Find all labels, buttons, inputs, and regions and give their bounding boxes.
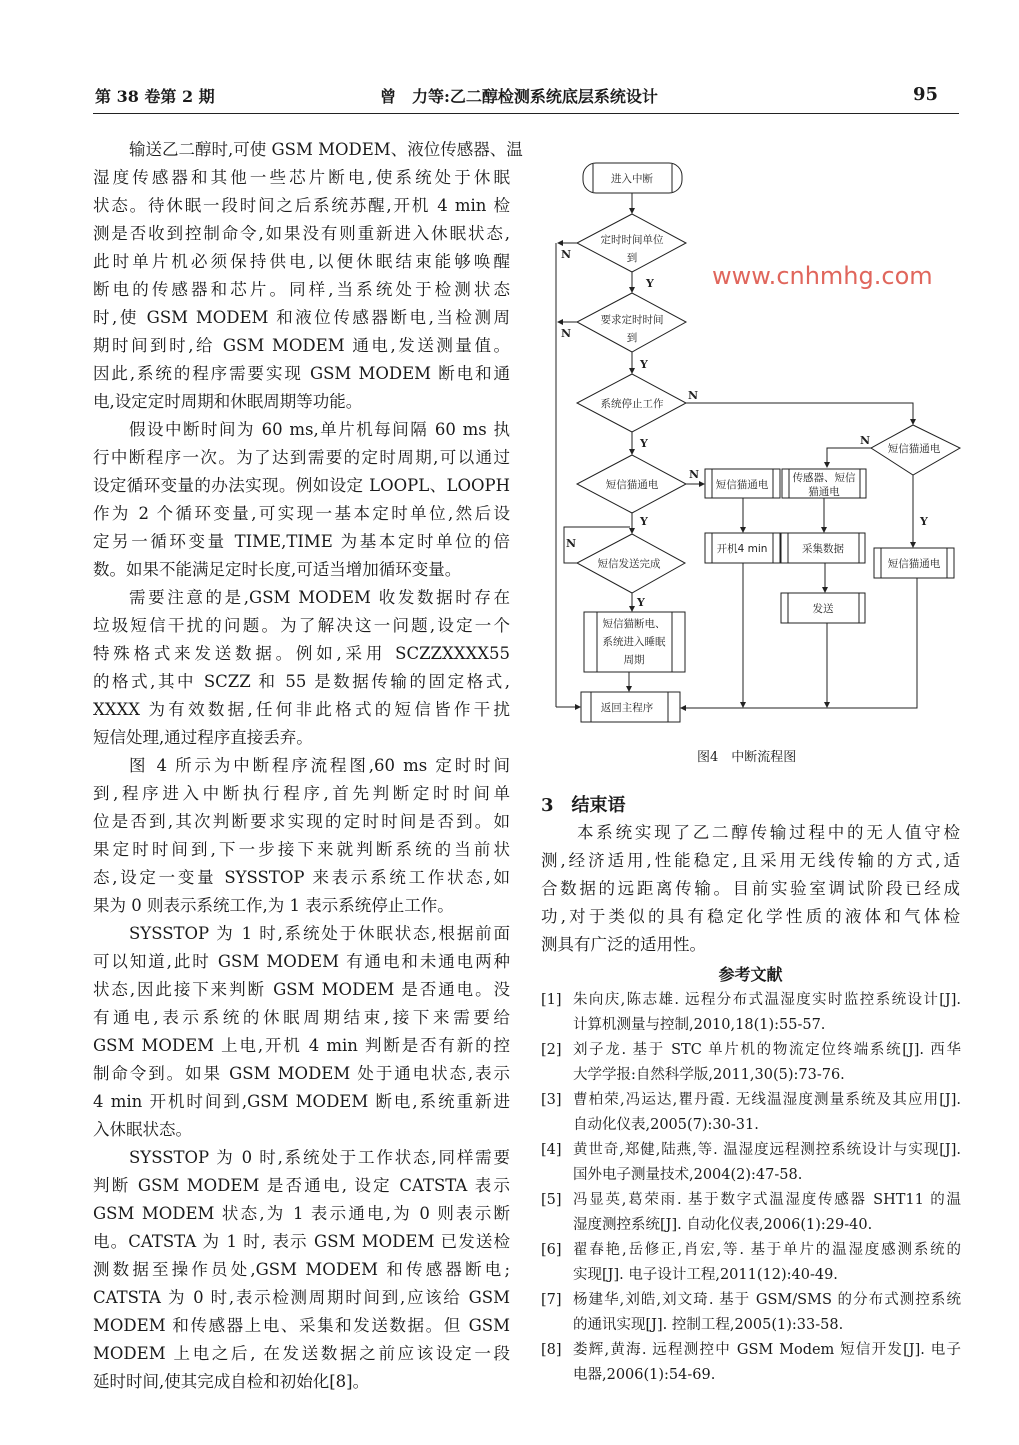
text-line: 需要注意的是,GSM MODEM 收发数据时存在 [129, 588, 510, 607]
node-start: 进入中断 [611, 173, 653, 185]
paragraph [541, 819, 960, 959]
text-line: 时,使 GSM MODEM 和液位传感器断电,当检测周 [93, 308, 510, 327]
node-modem-on: 短信猫通电 [715, 479, 769, 491]
text-line: 因此,系统的程序需要实现 GSM MODEM 断电和通 [93, 364, 510, 383]
text-line: 输送乙二醇时,可使 GSM MODEM、液位传感器、温 [129, 140, 523, 159]
page-number: 95 [913, 84, 939, 105]
running-title: 曾 力等:乙二醇检测系统底层系统设计 [380, 87, 658, 106]
reference-number: [6] [541, 1242, 562, 1258]
reference-number: [3] [541, 1092, 562, 1108]
reference-text: 电器,2006(1):54-69. [573, 1367, 716, 1383]
reference-text: 湿度测控系统[J]. 自动化仪表,2006(1):29-40. [573, 1217, 873, 1233]
reference-number: [2] [541, 1042, 562, 1058]
node-d2-line2: 到 [626, 332, 638, 344]
label-y: Y [640, 515, 648, 528]
text-line: 行中断程序一次。为了达到需要的定时周期,可以通过 [93, 448, 510, 467]
text-line: 态,设定一变量 SYSSTOP 来表示系统工作状态,如 [93, 868, 510, 887]
node-d6: 短信发送完成 [597, 558, 661, 570]
text-line: 测是否收到控制命令,如果没有则重新进入休眠状态, [93, 224, 510, 243]
reference-text: 娄辉,黄海. 远程测控中 GSM Modem 短信开发[J]. 电子 [573, 1342, 961, 1358]
figure-caption: 图4 中断流程图 [697, 750, 797, 765]
label-y: Y [920, 515, 928, 528]
reference-number: [4] [541, 1142, 562, 1158]
reference-number: [5] [541, 1192, 562, 1208]
text-line: 到,程序进入中断执行程序,首先判断定时时间单 [93, 784, 510, 803]
text-line: 测,经济适用,性能稳定,且采用无线传输的方式,适 [541, 851, 960, 870]
reference-text: 计算机测量与控制,2010,18(1):55-57. [573, 1017, 826, 1033]
label-y: Y [640, 437, 648, 450]
node-sleep-3: 周期 [623, 654, 645, 666]
text-line: 4 min 开机时间到,GSM MODEM 断电,系统重新进 [93, 1092, 510, 1111]
text-line: SYSSTOP 为 0 时,系统处于工作状态,同样需要 [129, 1148, 510, 1167]
text-line: 本系统实现了乙二醇传输过程中的无人值守检 [577, 823, 960, 842]
journal-issue: 第 38 卷第 2 期 [95, 87, 215, 106]
label-n: N [566, 537, 577, 550]
node-d5: 短信猫通电 [605, 479, 659, 491]
reference-item [541, 1188, 961, 1238]
text-line: 果定时时间到,下一步接下来就判断系统的当前状 [93, 840, 510, 859]
text-line: SYSSTOP 为 1 时,系统处于休眠状态,根据前面 [129, 924, 510, 943]
label-y: Y [640, 358, 648, 371]
text-line: 湿度传感器和其他一些芯片断电,使系统处于休眠 [93, 168, 510, 187]
text-line: 图 4 所示为中断程序流程图,60 ms 定时时间 [129, 756, 510, 775]
node-boot: 开机4 min [716, 543, 768, 555]
reference-text: 朱向庆,陈志雄. 远程分布式温湿度实时监控系统设计[J]. [573, 992, 961, 1008]
text-line: 入休眠状态。 [93, 1120, 192, 1139]
reference-text: 冯显英,葛荣雨. 基于数字式温湿度传感器 SHT11 的温 [573, 1192, 961, 1208]
node-d3: 系统停止工作 [600, 398, 664, 410]
text-line: 状态。待休眠一段时间之后系统苏醒,开机 4 min 检 [93, 196, 510, 215]
node-d2-line1: 要求定时时间 [600, 314, 664, 326]
text-line: 有通电,表示系统的休眠周期结束,接下来需要给 [93, 1008, 510, 1027]
text-line: 合数据的远距离传输。目前实验室调试阶段已经成 [541, 879, 960, 898]
node-sensor-2: 猫通电 [808, 486, 840, 498]
text-line: 电。CATSTA 为 1 时, 表示 GSM MODEM 已发送检 [93, 1232, 510, 1251]
reference-text: 实现[J]. 电子设计工程,2011(12):40-49. [573, 1267, 838, 1283]
text-line: 作为 2 个循环变量,可实现一基本定时单位,然后设 [93, 504, 510, 523]
node-d1-line1: 定时时间单位 [600, 234, 664, 246]
text-line: 数。如果不能满足定时长度,可适当增加循环变量。 [93, 560, 462, 579]
reference-item [541, 1038, 961, 1088]
text-line: 设定循环变量的办法实现。例如设定 LOOPL、LOOPH [93, 476, 510, 495]
node-d1-line2: 到 [626, 252, 638, 264]
reference-text: 翟春艳,岳修正,肖宏,等. 基于单片的温湿度感测系统的 [573, 1242, 961, 1258]
text-line: 断电的传感器和芯片。同样,当系统处于检测状态 [93, 280, 510, 299]
reference-number: [7] [541, 1292, 562, 1308]
reference-number: [1] [541, 992, 562, 1008]
text-line: 测数据至操作员处,GSM MODEM 和传感器断电; [93, 1260, 510, 1279]
label-n: N [689, 468, 700, 481]
text-line: 测具有广泛的适用性。 [541, 935, 706, 954]
text-line: 此时单片机必须保持供电,以便休眠结束能够唤醒 [93, 252, 510, 271]
paragraph [93, 920, 510, 1144]
reference-text: 大学学报:自然科学版,2011,30(5):73-76. [573, 1067, 845, 1083]
reference-text: 自动化仪表,2005(7):30-31. [573, 1117, 759, 1133]
label-n: N [688, 389, 699, 402]
reference-text: 曹柏荣,冯运达,瞿丹霞. 无线温湿度测量系统及其应用[J]. [573, 1092, 961, 1108]
label-y: Y [646, 277, 654, 290]
label-n: N [561, 248, 572, 261]
reference-text: 刘子龙. 基于 STC 单片机的物流定位终端系统[J]. 西华 [573, 1042, 961, 1058]
node-collect: 采集数据 [802, 543, 844, 555]
text-line: 特殊格式来发送数据。例如,采用 SCZZXXXX55 [93, 644, 510, 663]
paragraph [93, 1144, 510, 1396]
node-d4: 短信猫通电 [887, 443, 941, 455]
text-line: MODEM 和传感器上电、采集和发送数据。但 GSM [93, 1316, 510, 1335]
label-n: N [561, 327, 572, 340]
reference-item [541, 1088, 961, 1138]
conclusion-body [541, 819, 960, 959]
reference-item [541, 1288, 961, 1338]
text-line: CATSTA 为 0 时,表示检测周期时间到,应该给 GSM [93, 1288, 510, 1307]
text-line: 期时间到时,给 GSM MODEM 通电,发送测量值。 [93, 336, 510, 355]
references-list [541, 988, 961, 1388]
node-sleep-1: 短信猫断电、 [602, 618, 666, 630]
text-line: GSM MODEM 上电,开机 4 min 判断是否有新的控 [93, 1036, 510, 1055]
node-sleep-2: 系统进入睡眠 [602, 636, 666, 648]
reference-item [541, 1338, 961, 1388]
reference-item [541, 988, 961, 1038]
text-line: 位是否到,其次判断要求实现的定时时间是否到。如 [93, 812, 510, 831]
node-send: 发送 [812, 603, 834, 615]
watermark: www.cnhmhg.com [712, 262, 933, 290]
reference-number: [8] [541, 1342, 562, 1358]
node-sensor-1: 传感器、短信 [792, 472, 856, 484]
text-line: 垃圾短信干扰的问题。为了解决这一问题,设定一个 [93, 616, 510, 635]
text-line: 可以知道,此时 GSM MODEM 有通电和未通电两种 [93, 952, 510, 971]
text-line: GSM MODEM 状态,为 1 表示通电,为 0 则表示断 [93, 1204, 510, 1223]
text-line: 判断 GSM MODEM 是否通电, 设定 CATSTA 表示 [93, 1176, 510, 1195]
references-heading: 参考文献 [718, 965, 783, 984]
text-line: 功,对于类似的具有稳定化学性质的液体和气体检 [541, 907, 960, 926]
reference-text: 黄世奇,郑健,陆燕,等. 温湿度远程测控系统设计与实现[J]. [573, 1142, 961, 1158]
reference-text: 杨建华,刘皓,刘文琦. 基于 GSM/SMS 的分布式测控系统 [573, 1292, 961, 1308]
node-return: 返回主程序 [600, 702, 654, 714]
text-line: 状态,因此接下来判断 GSM MODEM 是否通电。没 [93, 980, 510, 999]
text-line: 短信处理,通过程序直接丢弃。 [93, 728, 313, 747]
text-line: 电,设定定时周期和休眠周期等功能。 [93, 392, 363, 411]
text-line: XXXX 为有效数据,任何非此格式的短信皆作干扰 [93, 700, 510, 719]
section-heading: 3 结束语 [541, 795, 626, 816]
reference-item [541, 1238, 961, 1288]
label-n: N [860, 434, 871, 447]
reference-text: 国外电子测量技术,2004(2):47-58. [573, 1167, 803, 1183]
text-line: 延时时间,使其完成自检和初始化[8]。 [93, 1372, 370, 1391]
text-line: MODEM 上电之后, 在发送数据之前应该设定一段 [93, 1344, 510, 1363]
label-y: Y [637, 596, 645, 609]
node-modem-on-right: 短信猫通电 [887, 558, 941, 570]
text-line: 制命令到。如果 GSM MODEM 处于通电状态,表示 [93, 1064, 510, 1083]
text-line: 的格式,其中 SCZZ 和 55 是数据传输的固定格式, [93, 672, 510, 691]
reference-text: 的通讯实现[J]. 控制工程,2005(1):33-58. [573, 1317, 844, 1333]
text-line: 果为 0 则表示系统工作,为 1 表示系统停止工作。 [93, 896, 454, 915]
text-line: 定另一循环变量 TIME,TIME 为基本定时单位的倍 [93, 532, 510, 551]
text-line: 假设中断时间为 60 ms,单片机每间隔 60 ms 执 [129, 420, 510, 439]
reference-item [541, 1138, 961, 1188]
